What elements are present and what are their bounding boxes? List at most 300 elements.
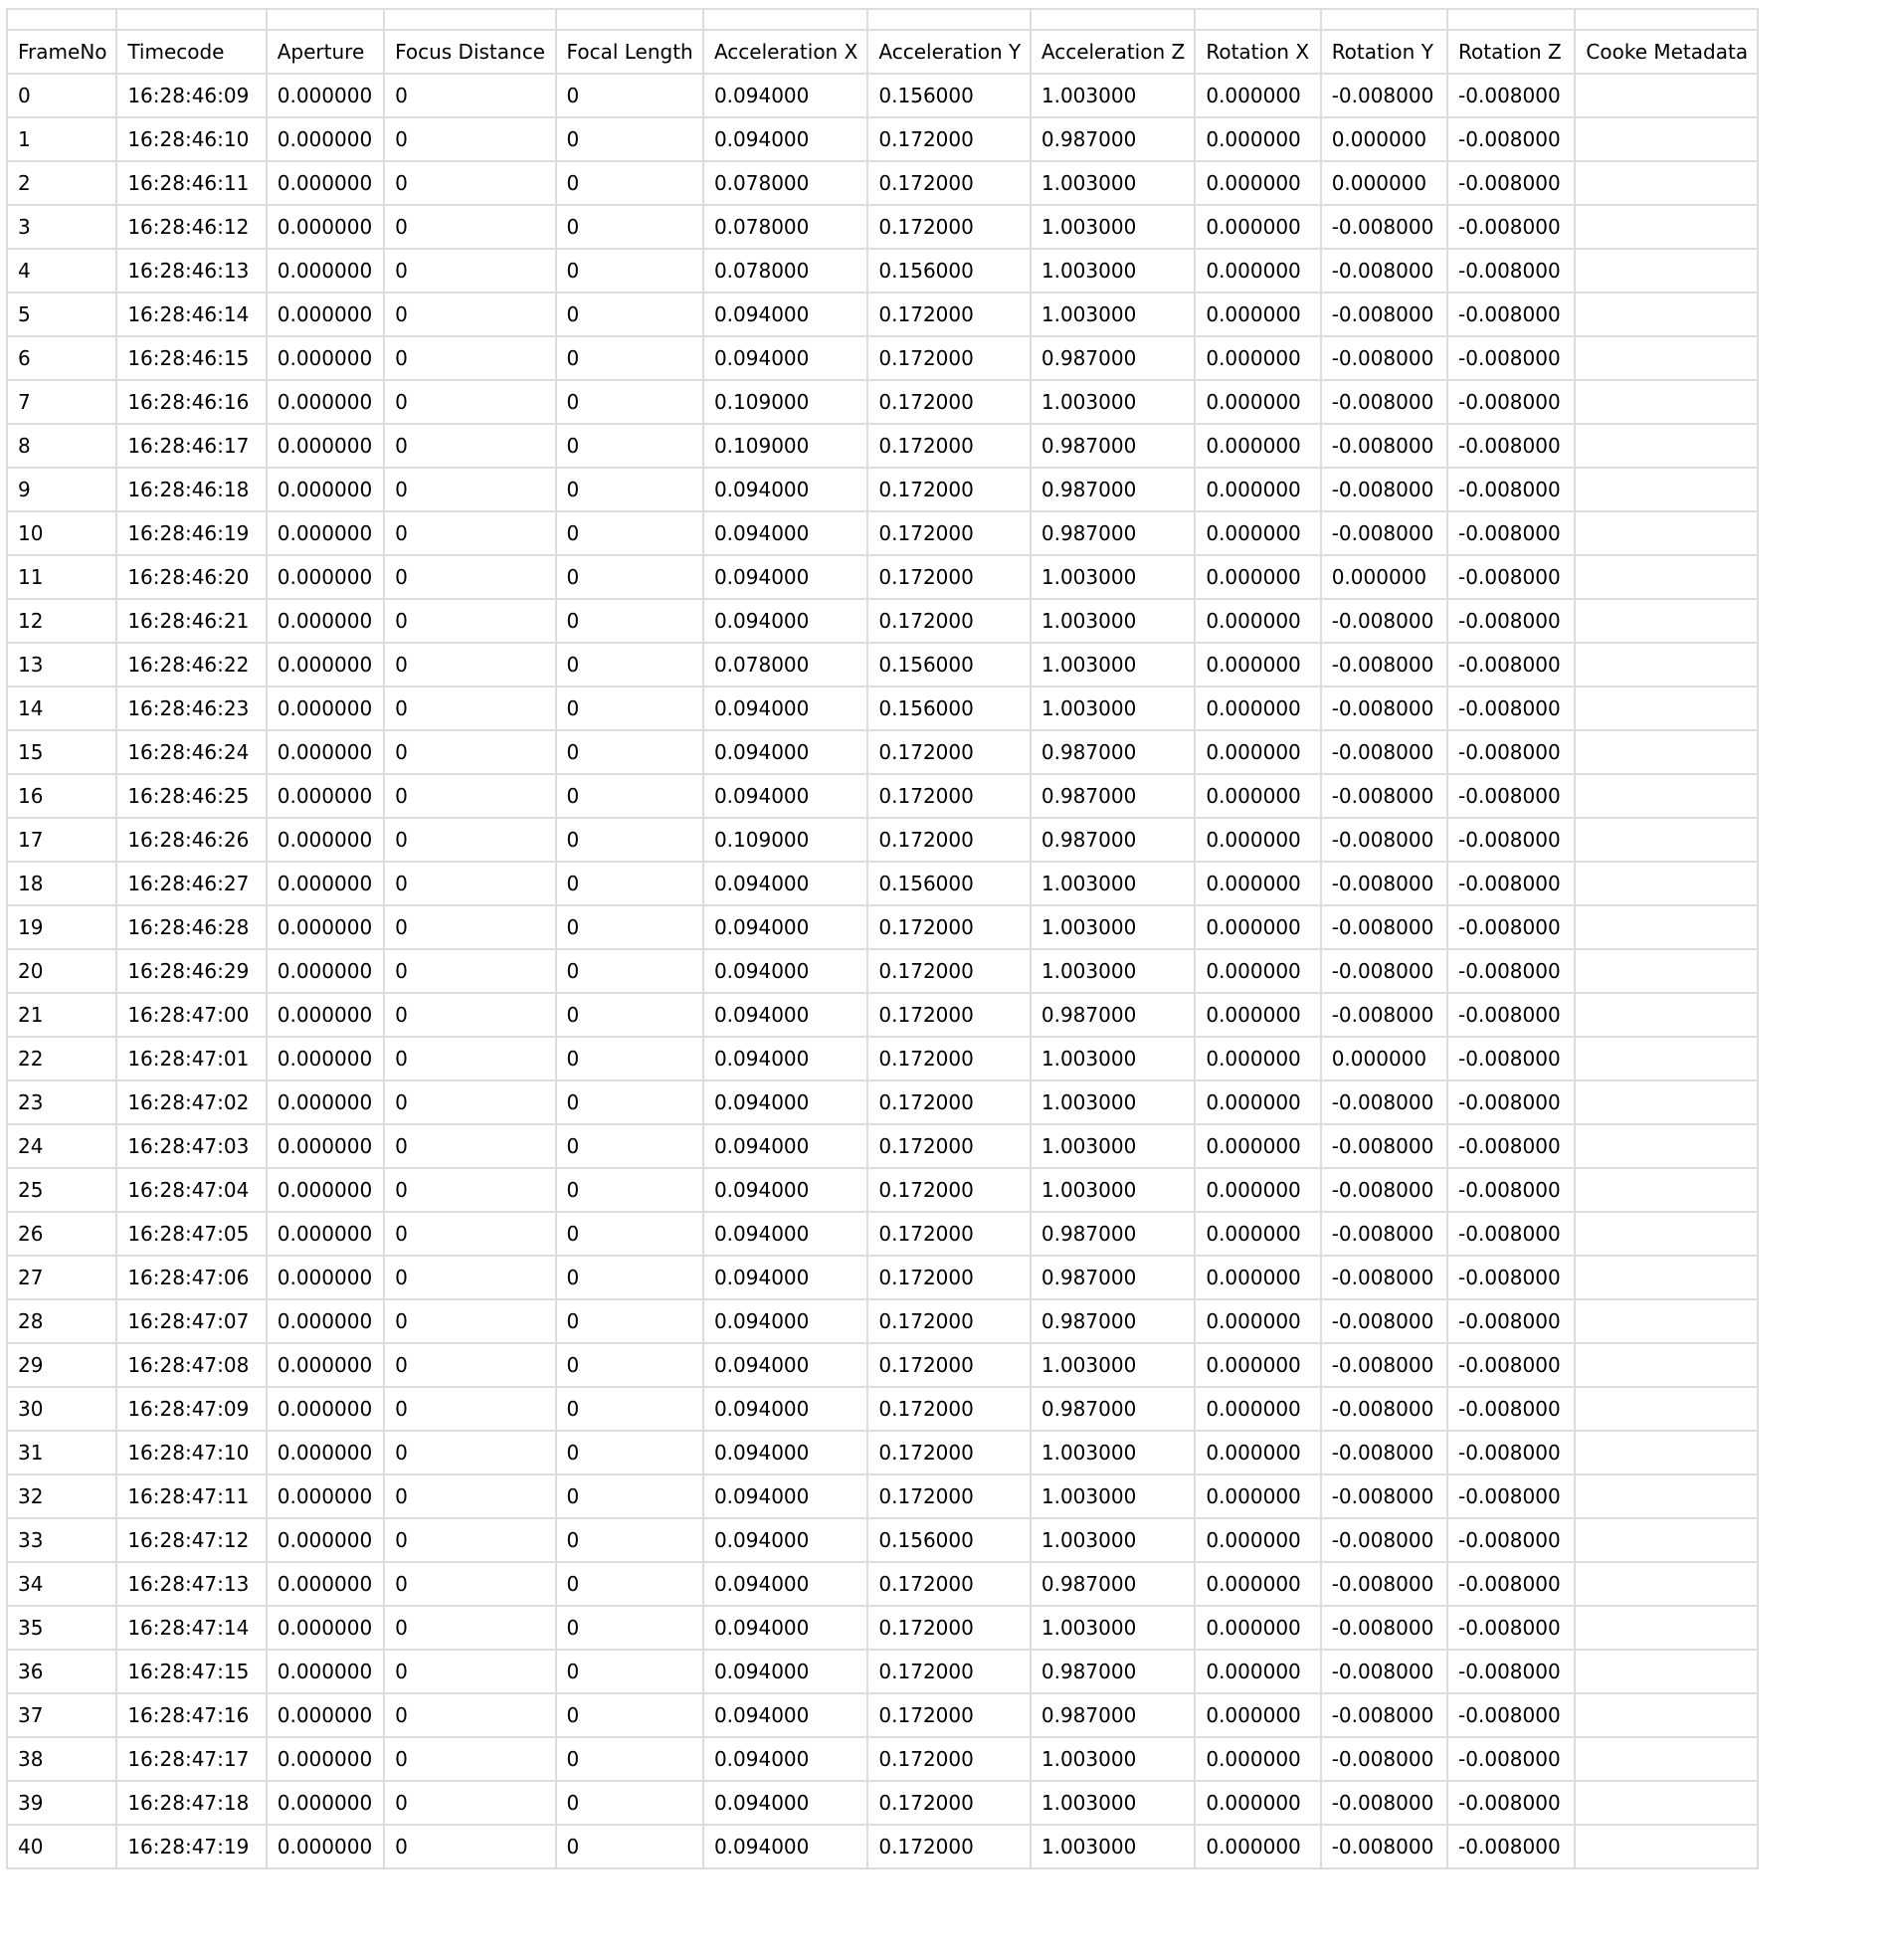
table-cell[interactable]: 0.000000 (267, 511, 384, 555)
table-cell[interactable]: 0.156000 (867, 74, 1030, 117)
table-cell[interactable]: 0.172000 (867, 1650, 1030, 1693)
table-cell[interactable]: 24 (7, 1124, 116, 1168)
table-cell[interactable]: 0.094000 (703, 555, 867, 599)
table-cell[interactable]: 16:28:46:10 (116, 117, 266, 161)
table-cell[interactable]: 0.094000 (703, 1343, 867, 1387)
table-cell[interactable]: 0 (384, 117, 555, 161)
table-cell[interactable]: 0.109000 (703, 380, 867, 424)
table-cell[interactable]: 0.172000 (867, 1168, 1030, 1212)
table-cell[interactable]: 0 (384, 818, 555, 862)
table-cell[interactable]: 0.172000 (867, 993, 1030, 1037)
table-cell[interactable]: 0.094000 (703, 1387, 867, 1431)
table-cell[interactable]: 0 (556, 1781, 703, 1825)
table-cell[interactable]: 0.000000 (267, 117, 384, 161)
table-cell[interactable]: 0.000000 (267, 1037, 384, 1080)
table-cell[interactable]: 0.094000 (703, 1080, 867, 1124)
table-cell[interactable]: -0.008000 (1321, 818, 1447, 862)
table-cell[interactable]: 0.000000 (267, 599, 384, 643)
table-cell[interactable]: -0.008000 (1321, 686, 1447, 730)
table-cell[interactable]: -0.008000 (1447, 774, 1575, 818)
table-cell[interactable]: 0.000000 (1195, 1299, 1320, 1343)
table-cell[interactable] (1575, 161, 1758, 205)
table-cell[interactable]: 16:28:47:17 (116, 1737, 266, 1781)
table-cell[interactable]: 16:28:46:12 (116, 205, 266, 249)
table-cell[interactable]: 0 (384, 555, 555, 599)
table-cell[interactable]: -0.008000 (1321, 1650, 1447, 1693)
table-cell[interactable]: 16:28:46:28 (116, 905, 266, 949)
table-cell[interactable]: 16:28:47:09 (116, 1387, 266, 1431)
table-cell[interactable] (1575, 818, 1758, 862)
table-cell[interactable]: 0 (556, 774, 703, 818)
table-cell[interactable]: 0 (556, 905, 703, 949)
empty-cell[interactable] (1195, 9, 1320, 30)
table-cell[interactable] (1575, 599, 1758, 643)
table-cell[interactable]: 0 (556, 336, 703, 380)
table-cell[interactable]: 16:28:46:27 (116, 862, 266, 905)
table-cell[interactable]: 0.000000 (1195, 293, 1320, 336)
table-cell[interactable]: 0 (556, 599, 703, 643)
table-cell[interactable]: 0 (384, 1693, 555, 1737)
table-cell[interactable]: 0.000000 (1195, 905, 1320, 949)
table-cell[interactable]: 0 (556, 1606, 703, 1650)
table-cell[interactable] (1575, 686, 1758, 730)
table-cell[interactable]: 0.000000 (267, 1825, 384, 1868)
table-cell[interactable]: 0 (384, 862, 555, 905)
table-cell[interactable] (1575, 117, 1758, 161)
table-cell[interactable]: -0.008000 (1321, 1256, 1447, 1299)
table-cell[interactable]: 0.000000 (267, 1080, 384, 1124)
table-cell[interactable]: 0 (384, 643, 555, 686)
table-cell[interactable]: 0 (384, 380, 555, 424)
table-cell[interactable] (1575, 1256, 1758, 1299)
table-cell[interactable]: -0.008000 (1321, 380, 1447, 424)
table-cell[interactable]: 16:28:46:17 (116, 424, 266, 468)
table-cell[interactable]: -0.008000 (1447, 74, 1575, 117)
table-cell[interactable]: 0.000000 (267, 1299, 384, 1343)
table-cell[interactable]: 23 (7, 1080, 116, 1124)
table-cell[interactable]: -0.008000 (1321, 774, 1447, 818)
table-cell[interactable]: 0 (384, 1650, 555, 1693)
table-cell[interactable]: -0.008000 (1321, 468, 1447, 511)
table-cell[interactable]: 0.000000 (267, 1431, 384, 1474)
empty-cell[interactable] (7, 9, 116, 30)
table-cell[interactable] (1575, 424, 1758, 468)
table-cell[interactable]: 0 (556, 1474, 703, 1518)
table-cell[interactable] (1575, 1212, 1758, 1256)
table-cell[interactable]: 0.172000 (867, 1431, 1030, 1474)
table-cell[interactable]: 16:28:47:14 (116, 1606, 266, 1650)
table-cell[interactable]: 0 (384, 424, 555, 468)
table-cell[interactable]: 13 (7, 643, 116, 686)
table-cell[interactable]: 0.094000 (703, 1256, 867, 1299)
column-header[interactable]: Timecode (116, 30, 266, 74)
table-cell[interactable]: 0 (556, 424, 703, 468)
table-cell[interactable]: -0.008000 (1321, 643, 1447, 686)
table-cell[interactable]: 1.003000 (1031, 1606, 1195, 1650)
table-cell[interactable]: 0 (556, 1518, 703, 1562)
table-cell[interactable] (1575, 1124, 1758, 1168)
table-cell[interactable]: 0 (384, 774, 555, 818)
table-cell[interactable]: 28 (7, 1299, 116, 1343)
table-cell[interactable]: 39 (7, 1781, 116, 1825)
table-cell[interactable]: 0 (384, 1431, 555, 1474)
table-cell[interactable]: 0.094000 (703, 1474, 867, 1518)
table-cell[interactable]: 0.000000 (1195, 1737, 1320, 1781)
table-cell[interactable]: 17 (7, 818, 116, 862)
table-cell[interactable]: 34 (7, 1562, 116, 1606)
table-cell[interactable]: 12 (7, 599, 116, 643)
table-cell[interactable]: 0 (384, 1256, 555, 1299)
table-cell[interactable] (1575, 1343, 1758, 1387)
table-cell[interactable]: -0.008000 (1321, 1168, 1447, 1212)
table-cell[interactable]: -0.008000 (1447, 730, 1575, 774)
table-cell[interactable]: 0 (556, 1650, 703, 1693)
table-cell[interactable]: 0 (384, 74, 555, 117)
table-cell[interactable]: -0.008000 (1321, 1080, 1447, 1124)
table-cell[interactable]: 0.000000 (267, 205, 384, 249)
table-cell[interactable]: 22 (7, 1037, 116, 1080)
table-cell[interactable]: -0.008000 (1321, 1212, 1447, 1256)
table-cell[interactable]: -0.008000 (1321, 1343, 1447, 1387)
table-cell[interactable]: 0 (384, 161, 555, 205)
table-cell[interactable]: 0 (384, 686, 555, 730)
table-cell[interactable]: 0 (556, 468, 703, 511)
table-cell[interactable]: 0.172000 (867, 117, 1030, 161)
table-cell[interactable]: -0.008000 (1447, 336, 1575, 380)
table-cell[interactable]: -0.008000 (1321, 511, 1447, 555)
table-cell[interactable]: 35 (7, 1606, 116, 1650)
table-cell[interactable]: -0.008000 (1321, 730, 1447, 774)
table-cell[interactable]: 0.078000 (703, 161, 867, 205)
table-cell[interactable]: 0 (556, 818, 703, 862)
table-cell[interactable]: 0 (556, 1037, 703, 1080)
table-cell[interactable]: 1.003000 (1031, 1431, 1195, 1474)
table-cell[interactable]: 0.000000 (1321, 117, 1447, 161)
table-cell[interactable]: -0.008000 (1321, 1299, 1447, 1343)
table-cell[interactable]: 0.172000 (867, 1343, 1030, 1387)
table-cell[interactable]: 0 (384, 249, 555, 293)
table-cell[interactable]: 0 (384, 1343, 555, 1387)
table-cell[interactable]: 1.003000 (1031, 1168, 1195, 1212)
table-cell[interactable]: 0 (556, 1431, 703, 1474)
table-cell[interactable]: 0.109000 (703, 818, 867, 862)
table-cell[interactable]: 1.003000 (1031, 293, 1195, 336)
table-cell[interactable]: 25 (7, 1168, 116, 1212)
table-cell[interactable]: 16:28:46:13 (116, 249, 266, 293)
table-cell[interactable]: 0.156000 (867, 686, 1030, 730)
table-cell[interactable]: 0 (384, 1080, 555, 1124)
table-cell[interactable]: 0.172000 (867, 1080, 1030, 1124)
table-cell[interactable]: 0 (384, 905, 555, 949)
table-cell[interactable]: 0.000000 (1195, 424, 1320, 468)
table-cell[interactable]: 0.172000 (867, 1825, 1030, 1868)
table-cell[interactable]: 0.000000 (1195, 1431, 1320, 1474)
table-cell[interactable]: 0.000000 (267, 380, 384, 424)
table-cell[interactable]: -0.008000 (1321, 336, 1447, 380)
table-cell[interactable]: 0.094000 (703, 774, 867, 818)
table-cell[interactable]: 0.000000 (267, 730, 384, 774)
table-cell[interactable]: 0.094000 (703, 468, 867, 511)
table-cell[interactable]: 0 (556, 862, 703, 905)
table-cell[interactable]: -0.008000 (1321, 905, 1447, 949)
table-cell[interactable]: 0.172000 (867, 424, 1030, 468)
table-cell[interactable]: 0.000000 (1195, 774, 1320, 818)
table-cell[interactable]: -0.008000 (1447, 1825, 1575, 1868)
table-cell[interactable]: -0.008000 (1321, 862, 1447, 905)
table-cell[interactable]: 0.094000 (703, 1299, 867, 1343)
table-cell[interactable]: 0.987000 (1031, 468, 1195, 511)
table-cell[interactable]: 0.987000 (1031, 336, 1195, 380)
table-cell[interactable]: 0 (556, 249, 703, 293)
table-cell[interactable]: -0.008000 (1321, 1781, 1447, 1825)
table-cell[interactable] (1575, 511, 1758, 555)
table-cell[interactable]: -0.008000 (1321, 599, 1447, 643)
table-cell[interactable]: 20 (7, 949, 116, 993)
table-cell[interactable]: 0.094000 (703, 117, 867, 161)
table-cell[interactable]: 0.000000 (1195, 1212, 1320, 1256)
table-cell[interactable]: 0 (384, 1781, 555, 1825)
table-cell[interactable]: -0.008000 (1447, 643, 1575, 686)
table-cell[interactable]: 0.172000 (867, 380, 1030, 424)
table-cell[interactable]: 0 (556, 1080, 703, 1124)
table-cell[interactable]: 0.078000 (703, 249, 867, 293)
table-cell[interactable]: 1.003000 (1031, 949, 1195, 993)
table-cell[interactable]: -0.008000 (1321, 1737, 1447, 1781)
table-cell[interactable]: 0.172000 (867, 1693, 1030, 1737)
table-cell[interactable]: 1.003000 (1031, 161, 1195, 205)
table-cell[interactable]: 0 (556, 293, 703, 336)
table-cell[interactable]: 0.094000 (703, 336, 867, 380)
column-header[interactable]: Rotation Z (1447, 30, 1575, 74)
table-cell[interactable]: -0.008000 (1447, 1781, 1575, 1825)
table-cell[interactable]: 0.094000 (703, 1781, 867, 1825)
table-cell[interactable]: 0.172000 (867, 599, 1030, 643)
table-cell[interactable] (1575, 993, 1758, 1037)
table-cell[interactable]: 0.987000 (1031, 1693, 1195, 1737)
table-cell[interactable]: 0.000000 (1195, 1825, 1320, 1868)
table-cell[interactable]: 0 (384, 1299, 555, 1343)
table-cell[interactable]: 16:28:47:01 (116, 1037, 266, 1080)
table-cell[interactable]: 0 (556, 730, 703, 774)
table-cell[interactable]: -0.008000 (1321, 205, 1447, 249)
table-cell[interactable]: 0.000000 (1195, 730, 1320, 774)
table-cell[interactable]: -0.008000 (1447, 468, 1575, 511)
table-cell[interactable]: 0.094000 (703, 1518, 867, 1562)
table-cell[interactable]: 0.094000 (703, 1124, 867, 1168)
table-cell[interactable] (1575, 1387, 1758, 1431)
table-cell[interactable]: -0.008000 (1447, 249, 1575, 293)
table-cell[interactable]: 16:28:46:25 (116, 774, 266, 818)
table-cell[interactable]: 1.003000 (1031, 1825, 1195, 1868)
table-cell[interactable]: 2 (7, 161, 116, 205)
table-cell[interactable]: 0.172000 (867, 1387, 1030, 1431)
table-cell[interactable]: 0.000000 (1195, 949, 1320, 993)
table-cell[interactable]: -0.008000 (1447, 686, 1575, 730)
table-cell[interactable]: 0 (556, 1343, 703, 1387)
table-cell[interactable]: -0.008000 (1321, 1825, 1447, 1868)
table-cell[interactable] (1575, 249, 1758, 293)
table-cell[interactable]: -0.008000 (1447, 293, 1575, 336)
table-cell[interactable]: 0 (384, 1212, 555, 1256)
table-cell[interactable]: 0 (556, 555, 703, 599)
table-cell[interactable]: 0.172000 (867, 1256, 1030, 1299)
table-cell[interactable]: 0 (384, 993, 555, 1037)
table-cell[interactable]: -0.008000 (1447, 1124, 1575, 1168)
table-cell[interactable]: -0.008000 (1321, 949, 1447, 993)
table-cell[interactable] (1575, 1474, 1758, 1518)
table-cell[interactable]: 10 (7, 511, 116, 555)
table-cell[interactable]: -0.008000 (1321, 1387, 1447, 1431)
table-cell[interactable]: 0.000000 (267, 336, 384, 380)
table-cell[interactable]: 0.000000 (1195, 686, 1320, 730)
table-cell[interactable] (1575, 336, 1758, 380)
table-cell[interactable]: 0 (384, 1825, 555, 1868)
table-cell[interactable]: 0.094000 (703, 1431, 867, 1474)
table-cell[interactable]: 0.000000 (267, 468, 384, 511)
table-cell[interactable]: 0.000000 (267, 1256, 384, 1299)
table-cell[interactable]: 0.000000 (267, 862, 384, 905)
table-cell[interactable]: 0 (556, 1737, 703, 1781)
table-cell[interactable]: 0.000000 (267, 74, 384, 117)
table-cell[interactable]: 0 (556, 380, 703, 424)
table-cell[interactable]: -0.008000 (1447, 599, 1575, 643)
table-cell[interactable]: 0.078000 (703, 643, 867, 686)
table-cell[interactable]: 0.987000 (1031, 1212, 1195, 1256)
table-cell[interactable]: 0.172000 (867, 293, 1030, 336)
table-cell[interactable]: 0 (556, 205, 703, 249)
table-cell[interactable]: 1.003000 (1031, 74, 1195, 117)
table-cell[interactable]: 0.987000 (1031, 1650, 1195, 1693)
table-cell[interactable]: 0 (556, 1825, 703, 1868)
table-cell[interactable]: 0 (556, 949, 703, 993)
table-cell[interactable]: -0.008000 (1447, 424, 1575, 468)
table-cell[interactable]: 16:28:47:10 (116, 1431, 266, 1474)
table-cell[interactable]: -0.008000 (1321, 1606, 1447, 1650)
table-cell[interactable]: -0.008000 (1447, 1256, 1575, 1299)
table-cell[interactable]: 0 (556, 1212, 703, 1256)
table-cell[interactable]: 0 (384, 293, 555, 336)
table-cell[interactable]: -0.008000 (1447, 1737, 1575, 1781)
column-header[interactable]: Acceleration Y (867, 30, 1030, 74)
table-cell[interactable]: 16:28:46:20 (116, 555, 266, 599)
table-cell[interactable]: 1.003000 (1031, 1037, 1195, 1080)
table-cell[interactable]: 0 (556, 1124, 703, 1168)
table-cell[interactable]: 16:28:47:04 (116, 1168, 266, 1212)
table-cell[interactable]: -0.008000 (1321, 1124, 1447, 1168)
table-cell[interactable]: 0.172000 (867, 818, 1030, 862)
table-cell[interactable]: -0.008000 (1447, 1474, 1575, 1518)
table-cell[interactable]: 0.987000 (1031, 818, 1195, 862)
table-cell[interactable]: 0.172000 (867, 1474, 1030, 1518)
table-cell[interactable]: 0.094000 (703, 1693, 867, 1737)
table-cell[interactable]: 0.987000 (1031, 1562, 1195, 1606)
table-cell[interactable]: -0.008000 (1447, 862, 1575, 905)
table-cell[interactable]: 16:28:47:02 (116, 1080, 266, 1124)
table-cell[interactable]: 0 (384, 1037, 555, 1080)
table-cell[interactable]: 0.000000 (1195, 1343, 1320, 1387)
table-cell[interactable]: 0.000000 (267, 1562, 384, 1606)
table-cell[interactable]: 0.094000 (703, 949, 867, 993)
table-cell[interactable]: 0 (556, 1256, 703, 1299)
table-cell[interactable]: 16:28:46:11 (116, 161, 266, 205)
table-cell[interactable]: 0.000000 (267, 249, 384, 293)
empty-cell[interactable] (1575, 9, 1758, 30)
table-cell[interactable]: 0 (384, 205, 555, 249)
table-cell[interactable]: 0.156000 (867, 862, 1030, 905)
table-cell[interactable]: 0.987000 (1031, 1387, 1195, 1431)
table-cell[interactable]: 16:28:47:13 (116, 1562, 266, 1606)
table-cell[interactable]: 0.000000 (267, 1387, 384, 1431)
table-cell[interactable]: 0.000000 (1195, 862, 1320, 905)
table-cell[interactable]: 0.172000 (867, 1781, 1030, 1825)
table-cell[interactable]: 21 (7, 993, 116, 1037)
table-cell[interactable]: 0.000000 (267, 555, 384, 599)
table-cell[interactable]: 0.156000 (867, 1518, 1030, 1562)
table-cell[interactable]: -0.008000 (1321, 249, 1447, 293)
table-cell[interactable]: 16:28:46:19 (116, 511, 266, 555)
table-cell[interactable]: 0.000000 (1321, 555, 1447, 599)
table-cell[interactable]: 0.000000 (1321, 1037, 1447, 1080)
table-cell[interactable]: -0.008000 (1447, 818, 1575, 862)
table-cell[interactable]: 0.172000 (867, 1124, 1030, 1168)
table-cell[interactable]: 0.078000 (703, 205, 867, 249)
table-cell[interactable]: 0.000000 (267, 1650, 384, 1693)
table-cell[interactable]: 1.003000 (1031, 1080, 1195, 1124)
table-cell[interactable]: 1.003000 (1031, 686, 1195, 730)
table-cell[interactable]: 0.000000 (1195, 1606, 1320, 1650)
table-cell[interactable]: 0.000000 (267, 1518, 384, 1562)
column-header[interactable]: Cooke Metadata (1575, 30, 1758, 74)
table-cell[interactable]: 1.003000 (1031, 205, 1195, 249)
table-cell[interactable]: 31 (7, 1431, 116, 1474)
table-cell[interactable]: -0.008000 (1321, 1431, 1447, 1474)
column-header[interactable]: Aperture (267, 30, 384, 74)
table-cell[interactable]: 16:28:47:18 (116, 1781, 266, 1825)
table-cell[interactable]: 16:28:46:15 (116, 336, 266, 380)
table-cell[interactable]: 0 (556, 74, 703, 117)
table-cell[interactable]: 0.094000 (703, 730, 867, 774)
table-cell[interactable]: 32 (7, 1474, 116, 1518)
table-cell[interactable]: 0 (384, 1474, 555, 1518)
table-cell[interactable]: -0.008000 (1447, 1431, 1575, 1474)
table-cell[interactable] (1575, 1168, 1758, 1212)
table-cell[interactable]: 0 (384, 468, 555, 511)
table-cell[interactable]: 1.003000 (1031, 905, 1195, 949)
table-cell[interactable] (1575, 468, 1758, 511)
table-cell[interactable]: -0.008000 (1321, 424, 1447, 468)
table-cell[interactable]: 16:28:47:15 (116, 1650, 266, 1693)
table-cell[interactable]: 0.172000 (867, 730, 1030, 774)
table-cell[interactable]: 0.000000 (267, 1606, 384, 1650)
table-cell[interactable]: 0 (556, 1168, 703, 1212)
table-cell[interactable]: 16:28:46:24 (116, 730, 266, 774)
table-cell[interactable]: 0.987000 (1031, 993, 1195, 1037)
table-cell[interactable]: 0.000000 (1195, 380, 1320, 424)
table-cell[interactable]: -0.008000 (1447, 1562, 1575, 1606)
table-cell[interactable]: 14 (7, 686, 116, 730)
table-cell[interactable]: 0.000000 (1195, 161, 1320, 205)
table-cell[interactable]: 0.000000 (1195, 993, 1320, 1037)
table-cell[interactable]: 0.000000 (1195, 249, 1320, 293)
empty-cell[interactable] (703, 9, 867, 30)
table-cell[interactable]: 0.000000 (1195, 1474, 1320, 1518)
table-cell[interactable]: 0.000000 (1195, 205, 1320, 249)
table-cell[interactable]: 1.003000 (1031, 1474, 1195, 1518)
table-cell[interactable]: 0 (556, 993, 703, 1037)
table-cell[interactable]: 16:28:46:21 (116, 599, 266, 643)
table-cell[interactable]: 0.094000 (703, 1037, 867, 1080)
table-cell[interactable] (1575, 1080, 1758, 1124)
